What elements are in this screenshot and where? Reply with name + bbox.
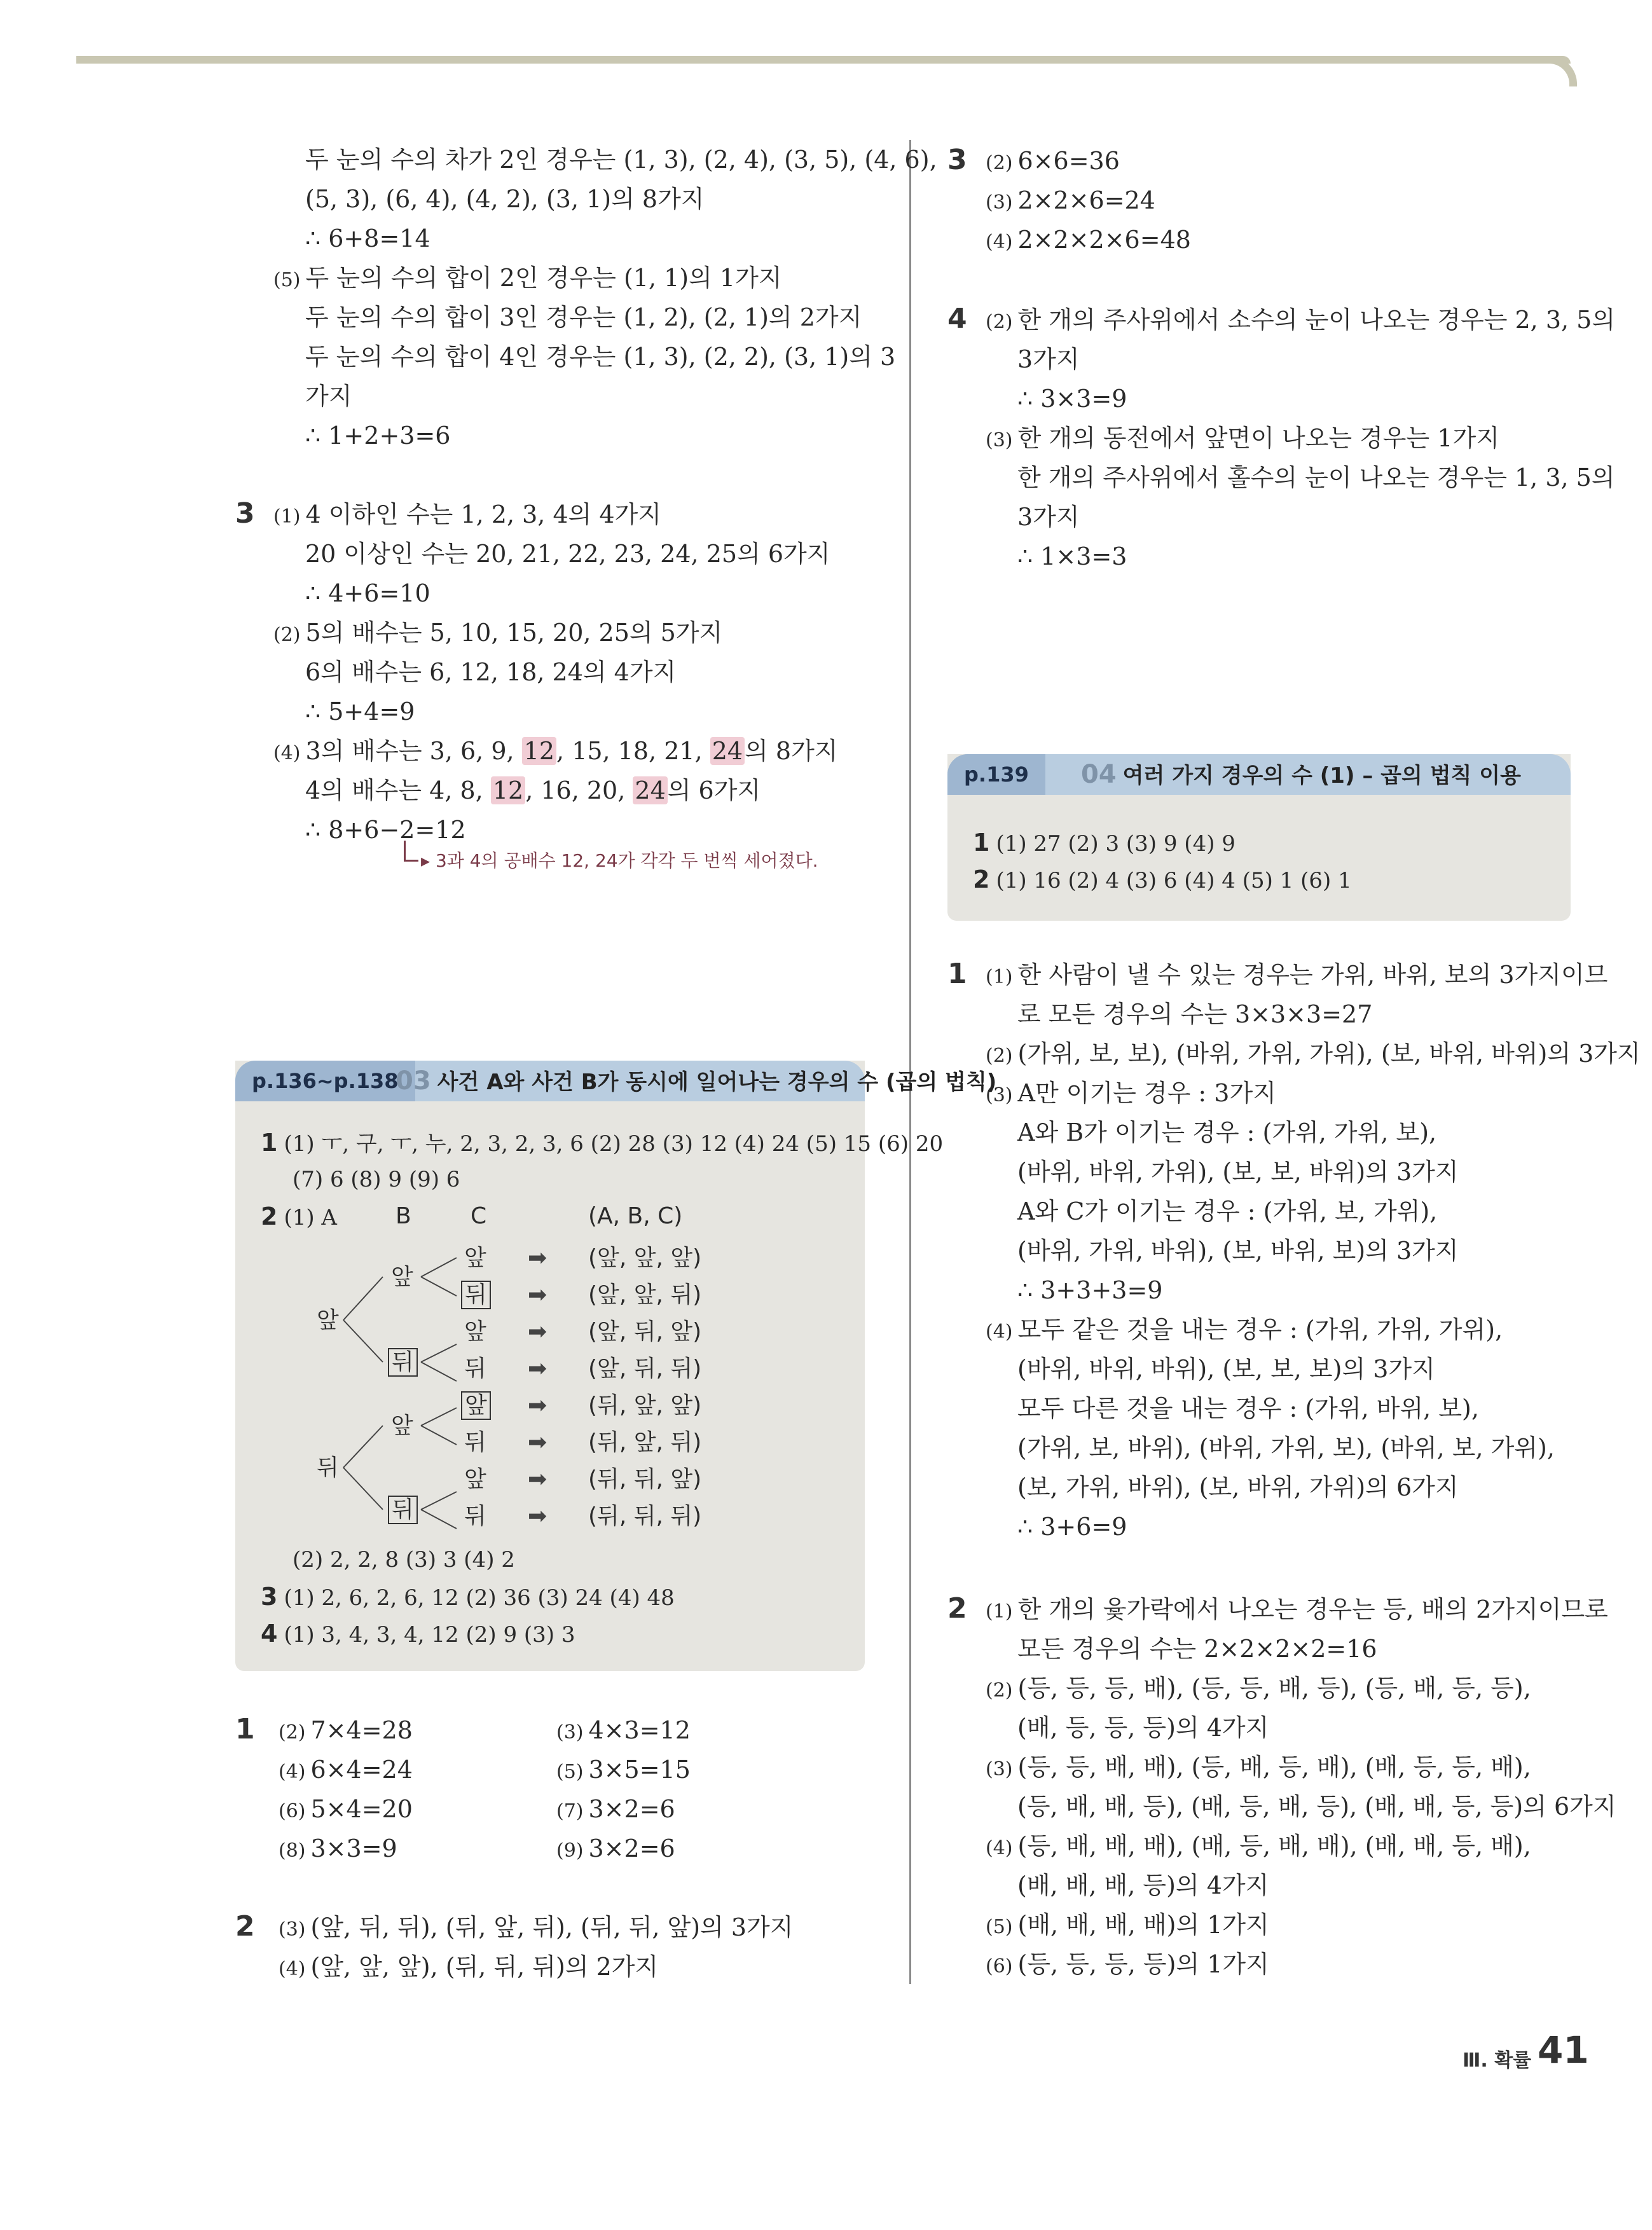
answer-panel-04	[947, 754, 1571, 921]
panel-title: 03 사건 A와 사건 B가 동시에 일어나는 경우의 수 (곱의 법칙)	[396, 1066, 997, 1096]
tree-leaf-c: 앞	[461, 1387, 491, 1424]
tree-result: (뒤, 앞, 앞)	[588, 1393, 702, 1419]
page-number: 41	[1538, 2028, 1589, 2072]
panel-row: 4 (1) 3, 4, 3, 4, 12 (2) 9 (3) 3	[261, 1620, 575, 1648]
sub1-line: (1) 4 이하인 수는 1, 2, 3, 4의 4가지	[273, 500, 662, 528]
problem-number: 1	[947, 958, 967, 990]
text-line: (3) (앞, 뒤, 뒤), (뒤, 앞, 뒤), (뒤, 뒤, 앞)의 3가지	[279, 1913, 794, 1941]
problem-number: 3	[235, 497, 255, 530]
arrow-right-icon: ➡	[528, 1282, 547, 1308]
tree-header-result: (A, B, C)	[588, 1203, 683, 1229]
text-line: (2) 한 개의 주사위에서 소수의 눈이 나오는 경우는 2, 3, 5의	[986, 306, 1616, 334]
problem-number: 2	[947, 1592, 967, 1625]
panel-row: 1 (1) ㅜ, 구, ㅜ, 누, 2, 3, 2, 3, 6 (2) 28 (3) 12 (4) 24 (5) 15 (6) 20	[261, 1129, 944, 1157]
answer-cell: (4) 6×4=24	[279, 1756, 413, 1784]
text-line: 4의 배수는 4, 8, 12, 16, 20, 24의 6가지	[305, 776, 761, 804]
tree-branch-b: 앞	[391, 1264, 413, 1290]
answer-cell: (9) 3×2=6	[556, 1834, 675, 1862]
tree-result: (앞, 뒤, 앞)	[588, 1319, 702, 1345]
note-text: ▸ 3과 4의 공배수 12, 24가 각각 두 번씩 세어졌다.	[421, 850, 818, 871]
highlight: 12	[522, 737, 556, 765]
answer-cell: (2) 7×4=28	[279, 1716, 413, 1744]
text-line: ∴ 3+6=9	[1017, 1513, 1127, 1541]
tree-leaf-c: 앞	[464, 1319, 486, 1345]
text-line: (3) (등, 등, 배, 배), (등, 배, 등, 배), (배, 등, 등, 배),	[986, 1753, 1531, 1781]
tree-leaf-c: 뒤	[464, 1503, 486, 1529]
panel-row: 1 (1) 27 (2) 3 (3) 9 (4) 9	[973, 829, 1236, 857]
text-line: (5) (배, 배, 배, 배)의 1가지	[986, 1911, 1269, 1939]
text-line: 모두 다른 것을 내는 경우 : (가위, 바위, 보),	[1017, 1394, 1479, 1422]
panel-title: 04 여러 가지 경우의 수 (1) – 곱의 법칙 이용	[1081, 760, 1521, 789]
answer-cell: (8) 3×3=9	[279, 1834, 397, 1862]
tree-branch-b: 앞	[391, 1413, 413, 1439]
tree-root: 앞	[317, 1307, 339, 1333]
answer-cell: (6) 5×4=20	[279, 1795, 413, 1823]
tree-leaf-c: 뒤	[464, 1356, 486, 1382]
text-line: (5, 3), (6, 4), (4, 2), (3, 1)의 8가지	[305, 185, 705, 213]
arrow-right-icon: ▸	[421, 850, 436, 871]
text-line: (2) (가위, 보, 보), (바위, 가위, 가위), (보, 바위, 바위)의 3가지	[986, 1040, 1641, 1068]
highlight: 24	[710, 737, 745, 765]
panel-row: 3 (1) 2, 6, 2, 6, 12 (2) 36 (3) 24 (4) 48	[261, 1583, 675, 1611]
text-line: (1) 한 사람이 낼 수 있는 경우는 가위, 바위, 보의 3가지이므	[986, 961, 1608, 989]
text-line: (바위, 가위, 바위), (보, 바위, 보)의 3가지	[1017, 1237, 1459, 1265]
arrow-right-icon: ➡	[528, 1503, 547, 1529]
tree-leaf-c: 앞	[464, 1466, 486, 1492]
text-line: ∴ 8+6−2=12	[305, 816, 466, 844]
highlight: 24	[633, 776, 667, 804]
text-line: 두 눈의 수의 합이 4인 경우는 (1, 3), (2, 2), (3, 1)의 3	[305, 343, 896, 371]
tree-header-b: B	[396, 1203, 411, 1229]
panel-row: (7) 6 (8) 9 (9) 6	[293, 1167, 460, 1192]
tree-result: (앞, 앞, 뒤)	[588, 1282, 702, 1308]
answer-cell: (5) 3×5=15	[556, 1756, 691, 1784]
text-line: 6의 배수는 6, 12, 18, 24의 4가지	[305, 658, 677, 686]
text-line: (4) (앞, 앞, 앞), (뒤, 뒤, 뒤)의 2가지	[279, 1953, 659, 1981]
text-line: 3가지	[1017, 345, 1080, 373]
page-tag: p.139	[947, 754, 1045, 795]
text-line: (4) 모두 같은 것을 내는 경우 : (가위, 가위, 가위),	[986, 1316, 1503, 1344]
text-line: ∴ 1+2+3=6	[305, 422, 451, 450]
text-line: 두 눈의 수의 합이 3인 경우는 (1, 2), (2, 1)의 2가지	[305, 303, 862, 331]
problem-number: 1	[235, 1713, 255, 1745]
tree-branch-b: 뒤	[388, 1344, 418, 1381]
answer-panel-03	[235, 1061, 997, 1671]
text-line: (배, 등, 등, 등)의 4가지	[1017, 1714, 1269, 1742]
text-line: 두 눈의 수의 차가 2인 경우는 (1, 3), (2, 4), (3, 5), (4, 6),	[305, 146, 937, 174]
text-line: A와 B가 이기는 경우 : (가위, 가위, 보),	[1017, 1118, 1437, 1146]
text-line: (2) 6×6=36	[986, 147, 1120, 175]
text-line: 20 이상인 수는 20, 21, 22, 23, 24, 25의 6가지	[305, 540, 830, 568]
text-line: ∴ 1×3=3	[1017, 542, 1127, 570]
arrow-right-icon: ➡	[528, 1356, 547, 1382]
tree-leaf-c: 뒤	[461, 1277, 491, 1314]
text-line: (바위, 바위, 가위), (보, 보, 바위)의 3가지	[1017, 1158, 1459, 1186]
text-line: ∴ 4+6=10	[305, 579, 430, 607]
text-line: (보, 가위, 바위), (보, 바위, 가위)의 6가지	[1017, 1473, 1459, 1501]
text-line: (가위, 보, 바위), (바위, 가위, 보), (바위, 보, 가위),	[1017, 1434, 1555, 1462]
chapter-label: Ⅲ. 확률	[1463, 2049, 1532, 2072]
text-line: (3) 한 개의 동전에서 앞면이 나오는 경우는 1가지	[986, 424, 1499, 452]
text-line: ∴ 5+4=9	[305, 698, 415, 726]
problem-number: 3	[947, 144, 967, 176]
problem-number: 4	[947, 303, 967, 335]
text-line: 한 개의 주사위에서 홀수의 눈이 나오는 경우는 1, 3, 5의	[1017, 464, 1615, 492]
arrow-right-icon: ➡	[528, 1319, 547, 1345]
answer-cell: (7) 3×2=6	[556, 1795, 675, 1823]
text-line: (배, 배, 배, 등)의 4가지	[1017, 1871, 1269, 1899]
arrow-right-icon: ➡	[528, 1245, 547, 1271]
text-line: (4) (등, 배, 배, 배), (배, 등, 배, 배), (배, 배, 등, 배),	[986, 1832, 1531, 1860]
panel-row: (2) 2, 2, 8 (3) 3 (4) 2	[293, 1547, 515, 1573]
tree-header-c: C	[471, 1203, 487, 1229]
note-connector	[404, 841, 418, 862]
tree-result: (뒤, 앞, 뒤)	[588, 1429, 702, 1456]
problem-number: 2	[235, 1910, 255, 1943]
arrow-right-icon: ➡	[528, 1429, 547, 1456]
tree-result: (뒤, 뒤, 뒤)	[588, 1503, 702, 1529]
text-line: 3가지	[1017, 503, 1080, 531]
item5-line: (5) 두 눈의 수의 합이 2인 경우는 (1, 1)의 1가지	[273, 264, 782, 292]
text-line: (바위, 바위, 바위), (보, 보, 보)의 3가지	[1017, 1355, 1435, 1383]
sub4-line: (4) 3의 배수는 3, 6, 9, 12, 15, 18, 21, 24의 8가지	[273, 737, 838, 765]
panel-row: 2 (1) 16 (2) 4 (3) 6 (4) 4 (5) 1 (6) 1	[973, 865, 1352, 893]
text-line: (1) 한 개의 윷가락에서 나오는 경우는 등, 배의 2가지이므로	[986, 1595, 1608, 1623]
answer-cell: (3) 4×3=12	[556, 1716, 691, 1744]
page-tag: p.136~p.138	[235, 1061, 415, 1101]
text-line: 로 모든 경우의 수는 3×3×3=27	[1017, 1000, 1373, 1028]
tree-root: 뒤	[317, 1455, 339, 1481]
tree-branch-b: 뒤	[388, 1492, 418, 1529]
text-line: 가지	[305, 382, 352, 410]
text-line: (3) A만 이기는 경우 : 3가지	[986, 1079, 1276, 1107]
tree-leaf-c: 앞	[464, 1245, 486, 1271]
highlight: 12	[491, 776, 525, 804]
text-line: 모든 경우의 수는 2×2×2×2=16	[1017, 1635, 1377, 1663]
text-line: (6) (등, 등, 등, 등)의 1가지	[986, 1950, 1269, 1978]
arrow-right-icon: ➡	[528, 1393, 547, 1419]
sub2-line: (2) 5의 배수는 5, 10, 15, 20, 25의 5가지	[273, 619, 723, 647]
top-decor-curve	[1539, 56, 1577, 86]
tree-leaf-c: 뒤	[464, 1429, 486, 1456]
text-line: ∴ 3+3+3=9	[1017, 1276, 1163, 1304]
text-line: (4) 2×2×2×6=48	[986, 226, 1191, 254]
tree-result: (뒤, 뒤, 앞)	[588, 1466, 702, 1492]
text-line: A와 C가 이기는 경우 : (가위, 보, 가위),	[1017, 1197, 1438, 1225]
text-line: ∴ 6+8=14	[305, 224, 430, 252]
panel-row: 2 (1) A	[261, 1202, 337, 1230]
text-line: (3) 2×2×6=24	[986, 186, 1155, 214]
arrow-right-icon: ➡	[528, 1466, 547, 1492]
tree-result: (앞, 앞, 앞)	[588, 1245, 702, 1271]
text-line: (2) (등, 등, 등, 배), (등, 등, 배, 등), (등, 배, 등, 등),	[986, 1674, 1531, 1702]
text-line: ∴ 3×3=9	[1017, 385, 1127, 413]
tree-result: (앞, 뒤, 뒤)	[588, 1356, 702, 1382]
text-line: (등, 배, 배, 등), (배, 등, 배, 등), (배, 배, 등, 등)의 6가지	[1017, 1793, 1616, 1820]
top-decor-bar	[76, 56, 1571, 64]
